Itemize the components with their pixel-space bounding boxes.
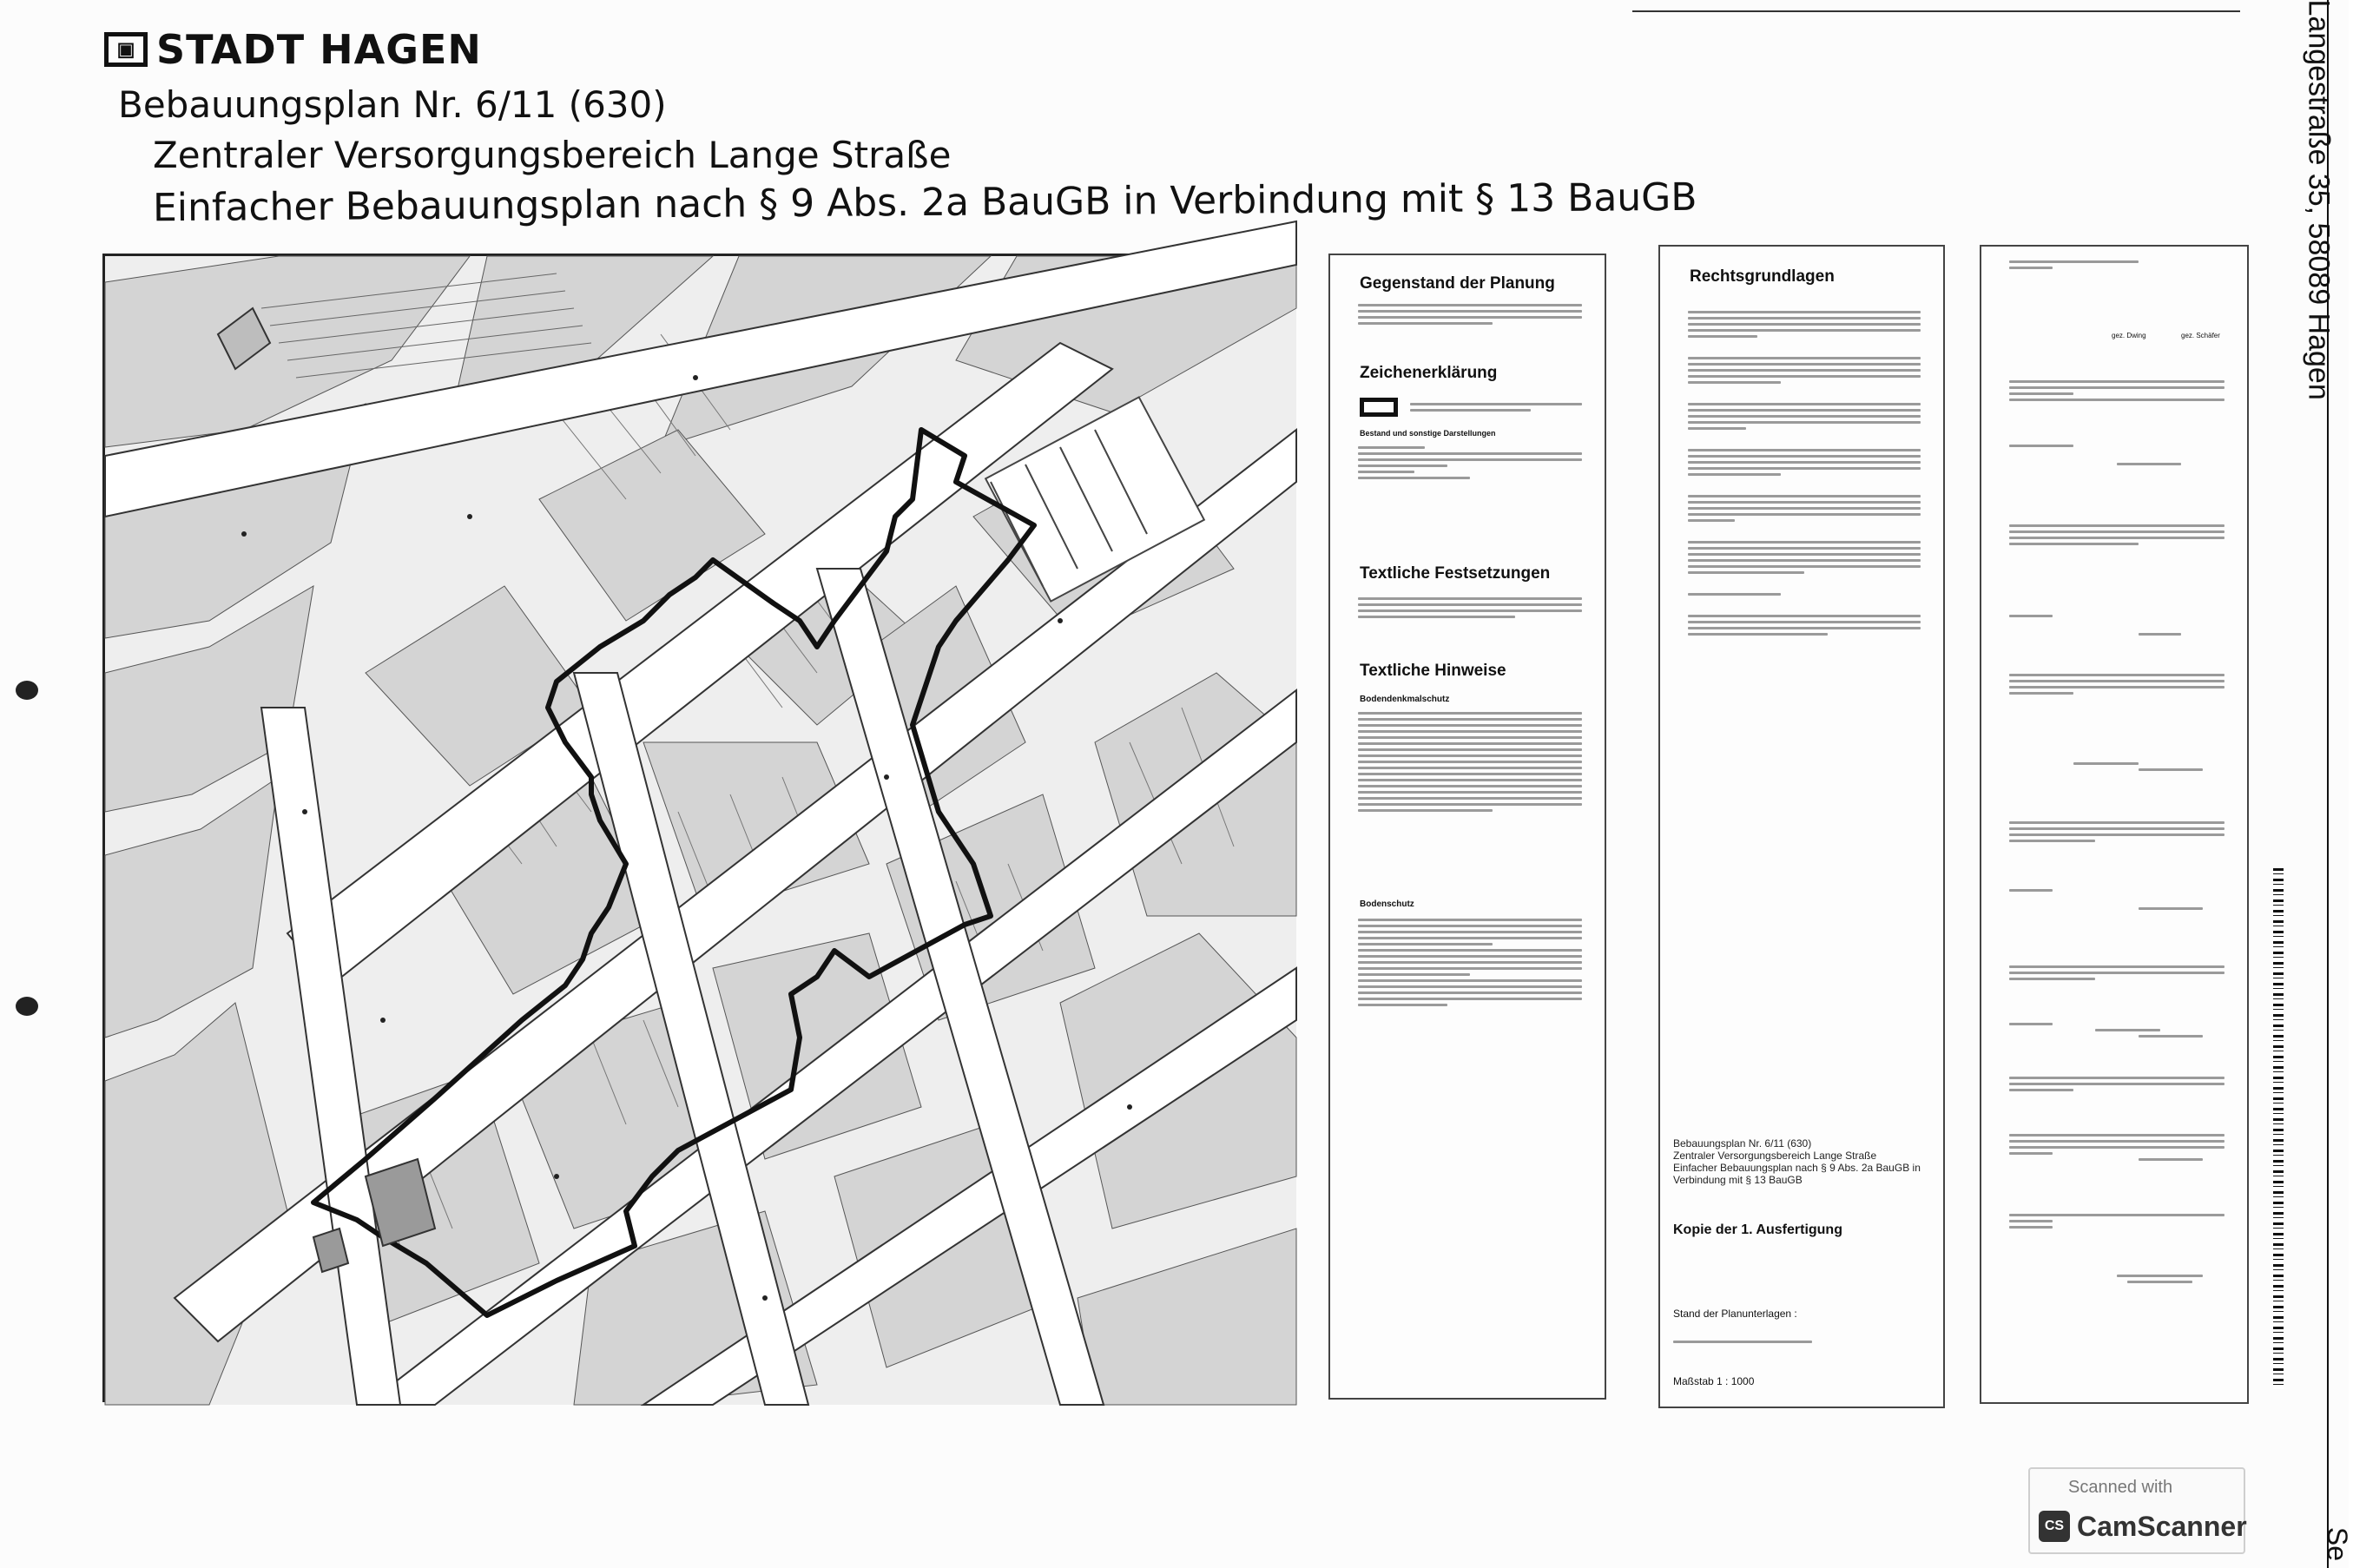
cadastral-map [102,254,1294,1402]
sig-dwing: gez. Dwing [2112,332,2146,339]
legal-basis-panel [1658,245,1945,1408]
bodendenkmal-text [1358,708,1582,882]
footer-plan-type: Einfacher Bebauungsplan nach § 9 Abs. 2a BauGB in [1673,1162,1921,1174]
camscanner-icon: CS [2039,1511,2070,1542]
sig-schaefer: gez. Schäfer [2181,332,2220,339]
proc-step-6 [2009,759,2224,811]
punch-hole-lower [16,997,38,1016]
proc-step-11 [2009,1073,2224,1125]
footer-plan-number: Bebauungsplan Nr. 6/11 (630) [1673,1137,1812,1150]
side-address-text: Langestraße 35, 58089 Hagen [2302,0,2336,400]
proc-step-5 [2009,670,2224,731]
proc-step-1 [2009,377,2224,429]
side-address [2292,0,2344,486]
legend-bestand-label: Bestand und sonstige Darstellungen [1360,429,1496,438]
proc-step-7 [2009,818,2224,879]
plan-area: Zentraler Versorgungsbereich Lange Straße [153,134,952,176]
legend-panel [1328,254,1606,1400]
scanned-with-label: Scanned with [2068,1478,2173,1497]
brand [104,26,482,73]
camscanner-name: CamScanner [2077,1511,2247,1542]
festsetzungen-text [1358,594,1582,637]
brand-name: STADT HAGEN [156,26,482,73]
bodenschutz-text [1358,915,1582,1063]
legend-items [1358,443,1582,538]
procedure-panel [1980,245,2249,1404]
stand-planunterlagen: Stand der Planunterlagen : [1673,1308,1797,1320]
heading-zeichenerklaerung: Zeichenerklärung [1360,364,1498,382]
heading-gegenstand: Gegenstand der Planung [1360,274,1555,293]
proc-step-8 [2009,886,2224,938]
boundary-legend-text [1410,399,1582,425]
proc-step-4 [2009,611,2224,663]
map-drawing [105,256,1296,1405]
plan-footer-title [1673,1137,1921,1186]
rechtsgrundlagen-text [1688,307,1921,950]
heading-textliche-hinweise: Textliche Hinweise [1360,662,1506,680]
proc-step-9 [2009,962,2224,1014]
proc-step-12 [2009,1130,2224,1200]
sub-bodendenkmalschutz: Bodendenkmalschutz [1360,695,1450,704]
edge-barcode [2273,868,2284,1389]
proc-intro [2009,257,2224,318]
side-corner-text: Se [2322,1526,2353,1562]
kopie-ausfertigung: Kopie der 1. Ausfertigung [1673,1222,1842,1237]
gegenstand-text [1358,300,1582,352]
sub-bodenschutz: Bodenschutz [1360,899,1414,909]
heading-rechtsgrundlagen: Rechtsgrundlagen [1690,267,1835,286]
footer-plan-area: Zentraler Versorgungsbereich Lange Straße [1673,1150,1877,1162]
plan-type: Einfacher Bebauungsplan nach § 9 Abs. 2a BauGB in Verbindung mit § 13 BauGB [152,175,1697,231]
proc-step-13 [2009,1210,2224,1262]
proc-step-14 [2009,1271,2224,1323]
massstab: Maßstab 1 : 1000 [1673,1375,1755,1387]
proc-step-3 [2009,521,2224,582]
footer-plan-type-cont: Verbindung mit § 13 BauGB [1673,1174,1803,1186]
proc-step-2 [2009,441,2224,493]
punch-hole-upper [16,681,38,700]
proc-step-10 [2009,1019,2224,1071]
heading-textliche-festsetzungen: Textliche Festsetzungen [1360,564,1551,583]
plan-header [104,26,1754,234]
plan-number: Bebauungsplan Nr. 6/11 (630) [118,83,667,126]
city-logo-icon: ▣ [104,32,148,67]
camscanner-watermark [2028,1467,2245,1554]
top-edge-line [1632,2,2240,12]
stand-detail [1673,1337,1812,1349]
boundary-legend-symbol [1360,398,1398,417]
